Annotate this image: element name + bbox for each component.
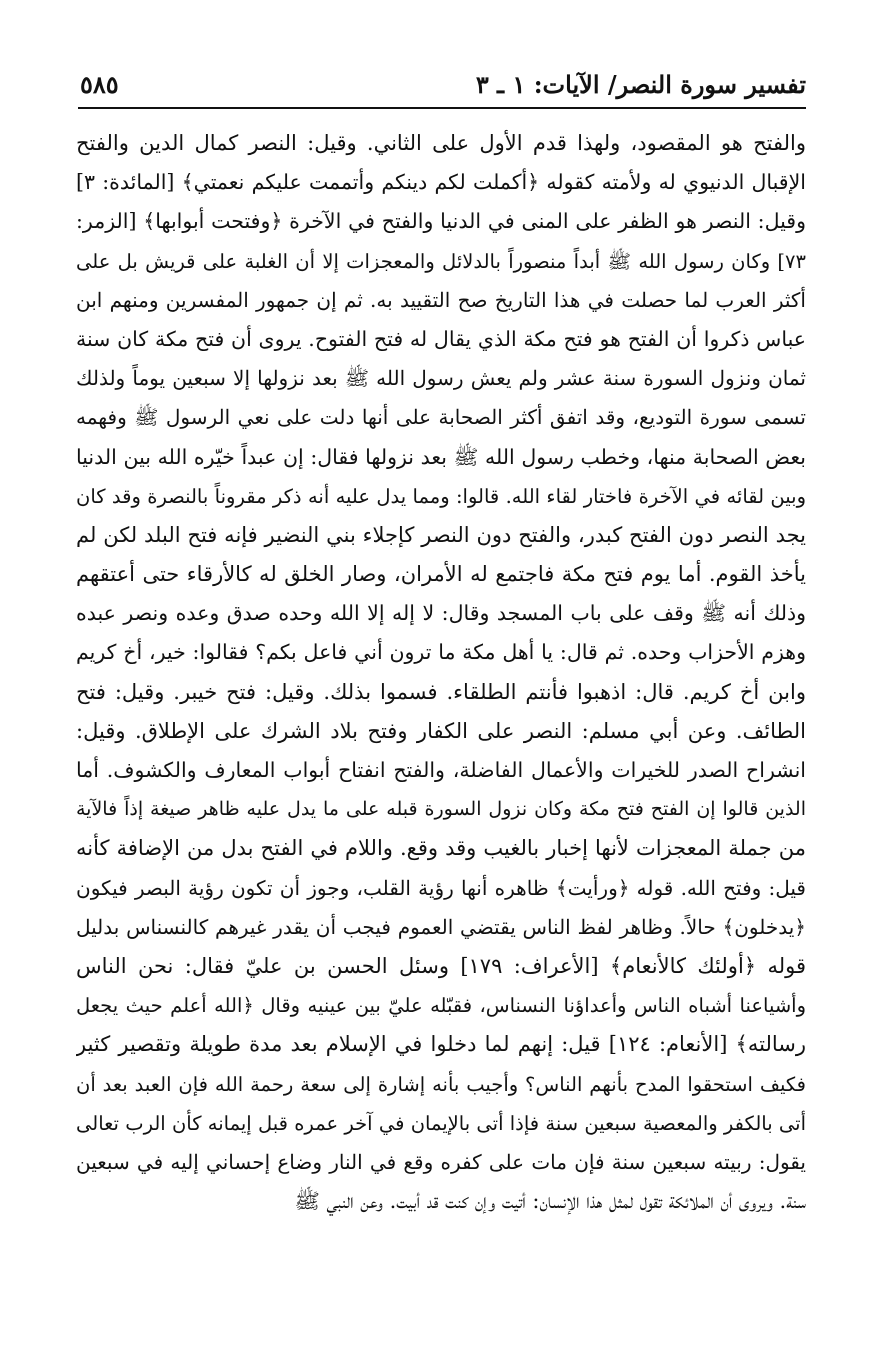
header-rule — [78, 107, 806, 109]
text-line: وقيل: النصر هو الظفر على المنى في الدنيا والفتح في الآخرة ﴿وفتحت أبوابها﴾ [الزمر: — [76, 209, 806, 234]
text-line: فكيف استحقوا المدح بأنهم الناس؟ وأجيب بأنه إشارة إلى سعة رحمة الله فإن العبد بعد أن — [76, 1072, 806, 1096]
text-line: يجد النصر دون الفتح كبدر، والفتح دون النصر كإجلاء بني النضير فإنه فتح البلد لكن لم — [76, 522, 806, 547]
text-line: الذين قالوا إن الفتح فتح مكة وكان نزول السورة قبله على ما يدل عليه ظاهر صيغة إذاً فالآية — [76, 798, 806, 821]
running-head-title: تفسير سورة النصر/ الآيات: ١ ـ ٣ — [475, 70, 806, 99]
body-text — [76, 124, 806, 1221]
text-line: رسالته﴾ [الأنعام: ١٢٤] قيل: إنهم لما دخلوا في الإسلام بعد مدة طويلة وتقصير كثير — [76, 1032, 806, 1057]
text-line: ﴿يدخلون﴾ حالاً. وظاهر لفظ الناس يقتضي العموم فيجب أن يقدر غيرهم كالنسناس بدليل — [76, 914, 806, 939]
text-line: والفتح هو المقصود، ولهذا قدم الأول على الثاني. وقيل: النصر كمال الدين والفتح — [76, 131, 806, 155]
text-line: أكثر العرب لما حصلت في هذا التاريخ صح التقييد به. ثم إن جمهور المفسرين ومنهم ابن — [76, 287, 806, 312]
text-line: وهزم الأحزاب وحده. ثم قال: يا أهل مكة ما ترون أني فاعل بكم؟ فقالوا: خير، أخ كريم — [76, 640, 806, 665]
text-line: سنة. ويروى أن الملائكة تقول لمثل هذا الإنسان: أتيت وإن كنت قد أبيت. وعن النبي ﷺ — [294, 1189, 806, 1214]
text-line: عباس ذكروا أن الفتح هو فتح مكة الذي يقال له فتح الفتوح. يروى أن فتح مكة كان سنة — [76, 326, 806, 351]
text-line: تسمى سورة التوديع، وقد اتفق أكثر الصحابة على أنها دلت على نعي الرسول ﷺ وفهمه — [76, 405, 806, 430]
text-line: من جملة المعجزات لأنها إخبار بالغيب وقد وقع. واللام في الفتح بدل من الإضافة كأنه — [76, 836, 806, 861]
text-line: ٧٣] وكان رسول الله ﷺ أبداً منصوراً بالدلائل والمعجزات إلا أن الغلبة على قريش بل على — [76, 249, 806, 273]
text-line: يأخذ القوم. أما يوم فتح مكة فاجتمع له الأمران، وصار الخلق له كالأرقاء حتى أعتقهم — [76, 562, 806, 587]
text-line: الإقبال الدنيوي له ولأمته كقوله ﴿أكملت لكم دينكم وأتممت عليكم نعمتي﴾ [المائدة: ٣] — [76, 170, 806, 195]
text-line: وذلك أنه ﷺ وقف على باب المسجد وقال: لا إله إلا الله وحده صدق وعده ونصر عبده — [76, 601, 806, 626]
text-line: ثمان ونزول السورة سنة عشر ولم يعش رسول الله ﷺ بعد نزولها إلا سبعين يوماً ولذلك — [76, 366, 806, 391]
page-number: ٥٨٥ — [80, 70, 119, 99]
text-line: بعض الصحابة منها، وخطب رسول الله ﷺ بعد نزولها فقال: إن عبداً خيّره الله بين الدنيا — [76, 444, 806, 469]
text-line: يقول: ربيته سبعين سنة فإن مات على كفره وقع في النار وضاع إحساني إليه في سبعين — [76, 1149, 806, 1174]
text-line: قوله ﴿أولئك كالأنعام﴾ [الأعراف: ١٧٩] وسئل الحسن بن عليّ فقال: نحن الناس — [76, 953, 806, 978]
text-line: انشراح الصدر للخيرات والأعمال الفاضلة، والفتح انفتاح أبواب المعارف والكشوف. أما — [76, 758, 806, 782]
text-line: وأشياعنا أشباه الناس وأعداؤنا النسناس، فقبّله عليّ بين عينيه وقال ﴿الله أعلم حيث يجعل — [76, 994, 806, 1018]
text-line: وابن أخ كريم. قال: اذهبوا فأنتم الطلقاء. فسموا بذلك. وقيل: فتح خيبر. وقيل: فتح — [76, 679, 806, 704]
running-head — [80, 66, 806, 106]
text-line: قيل: وفتح الله. قوله ﴿ورأيت﴾ ظاهره أنها رؤية القلب، وجوز أن تكون رؤية البصر فيكون — [76, 875, 806, 900]
text-line: وبين لقائه في الآخرة فاختار لقاء الله. قالوا: ومما يدل عليه أنه ذكر مقروناً بالنصرة وقد كان — [76, 484, 806, 508]
text-line: الطائف. وعن أبي مسلم: النصر على الكفار وفتح بلاد الشرك على الإطلاق. وقيل: — [76, 718, 806, 743]
text-line: أتى بالكفر والمعصية سبعين سنة فإذا أتى بالإيمان في آخر عمره قبل إيمانه كأن الرب تعالى — [76, 1111, 806, 1135]
